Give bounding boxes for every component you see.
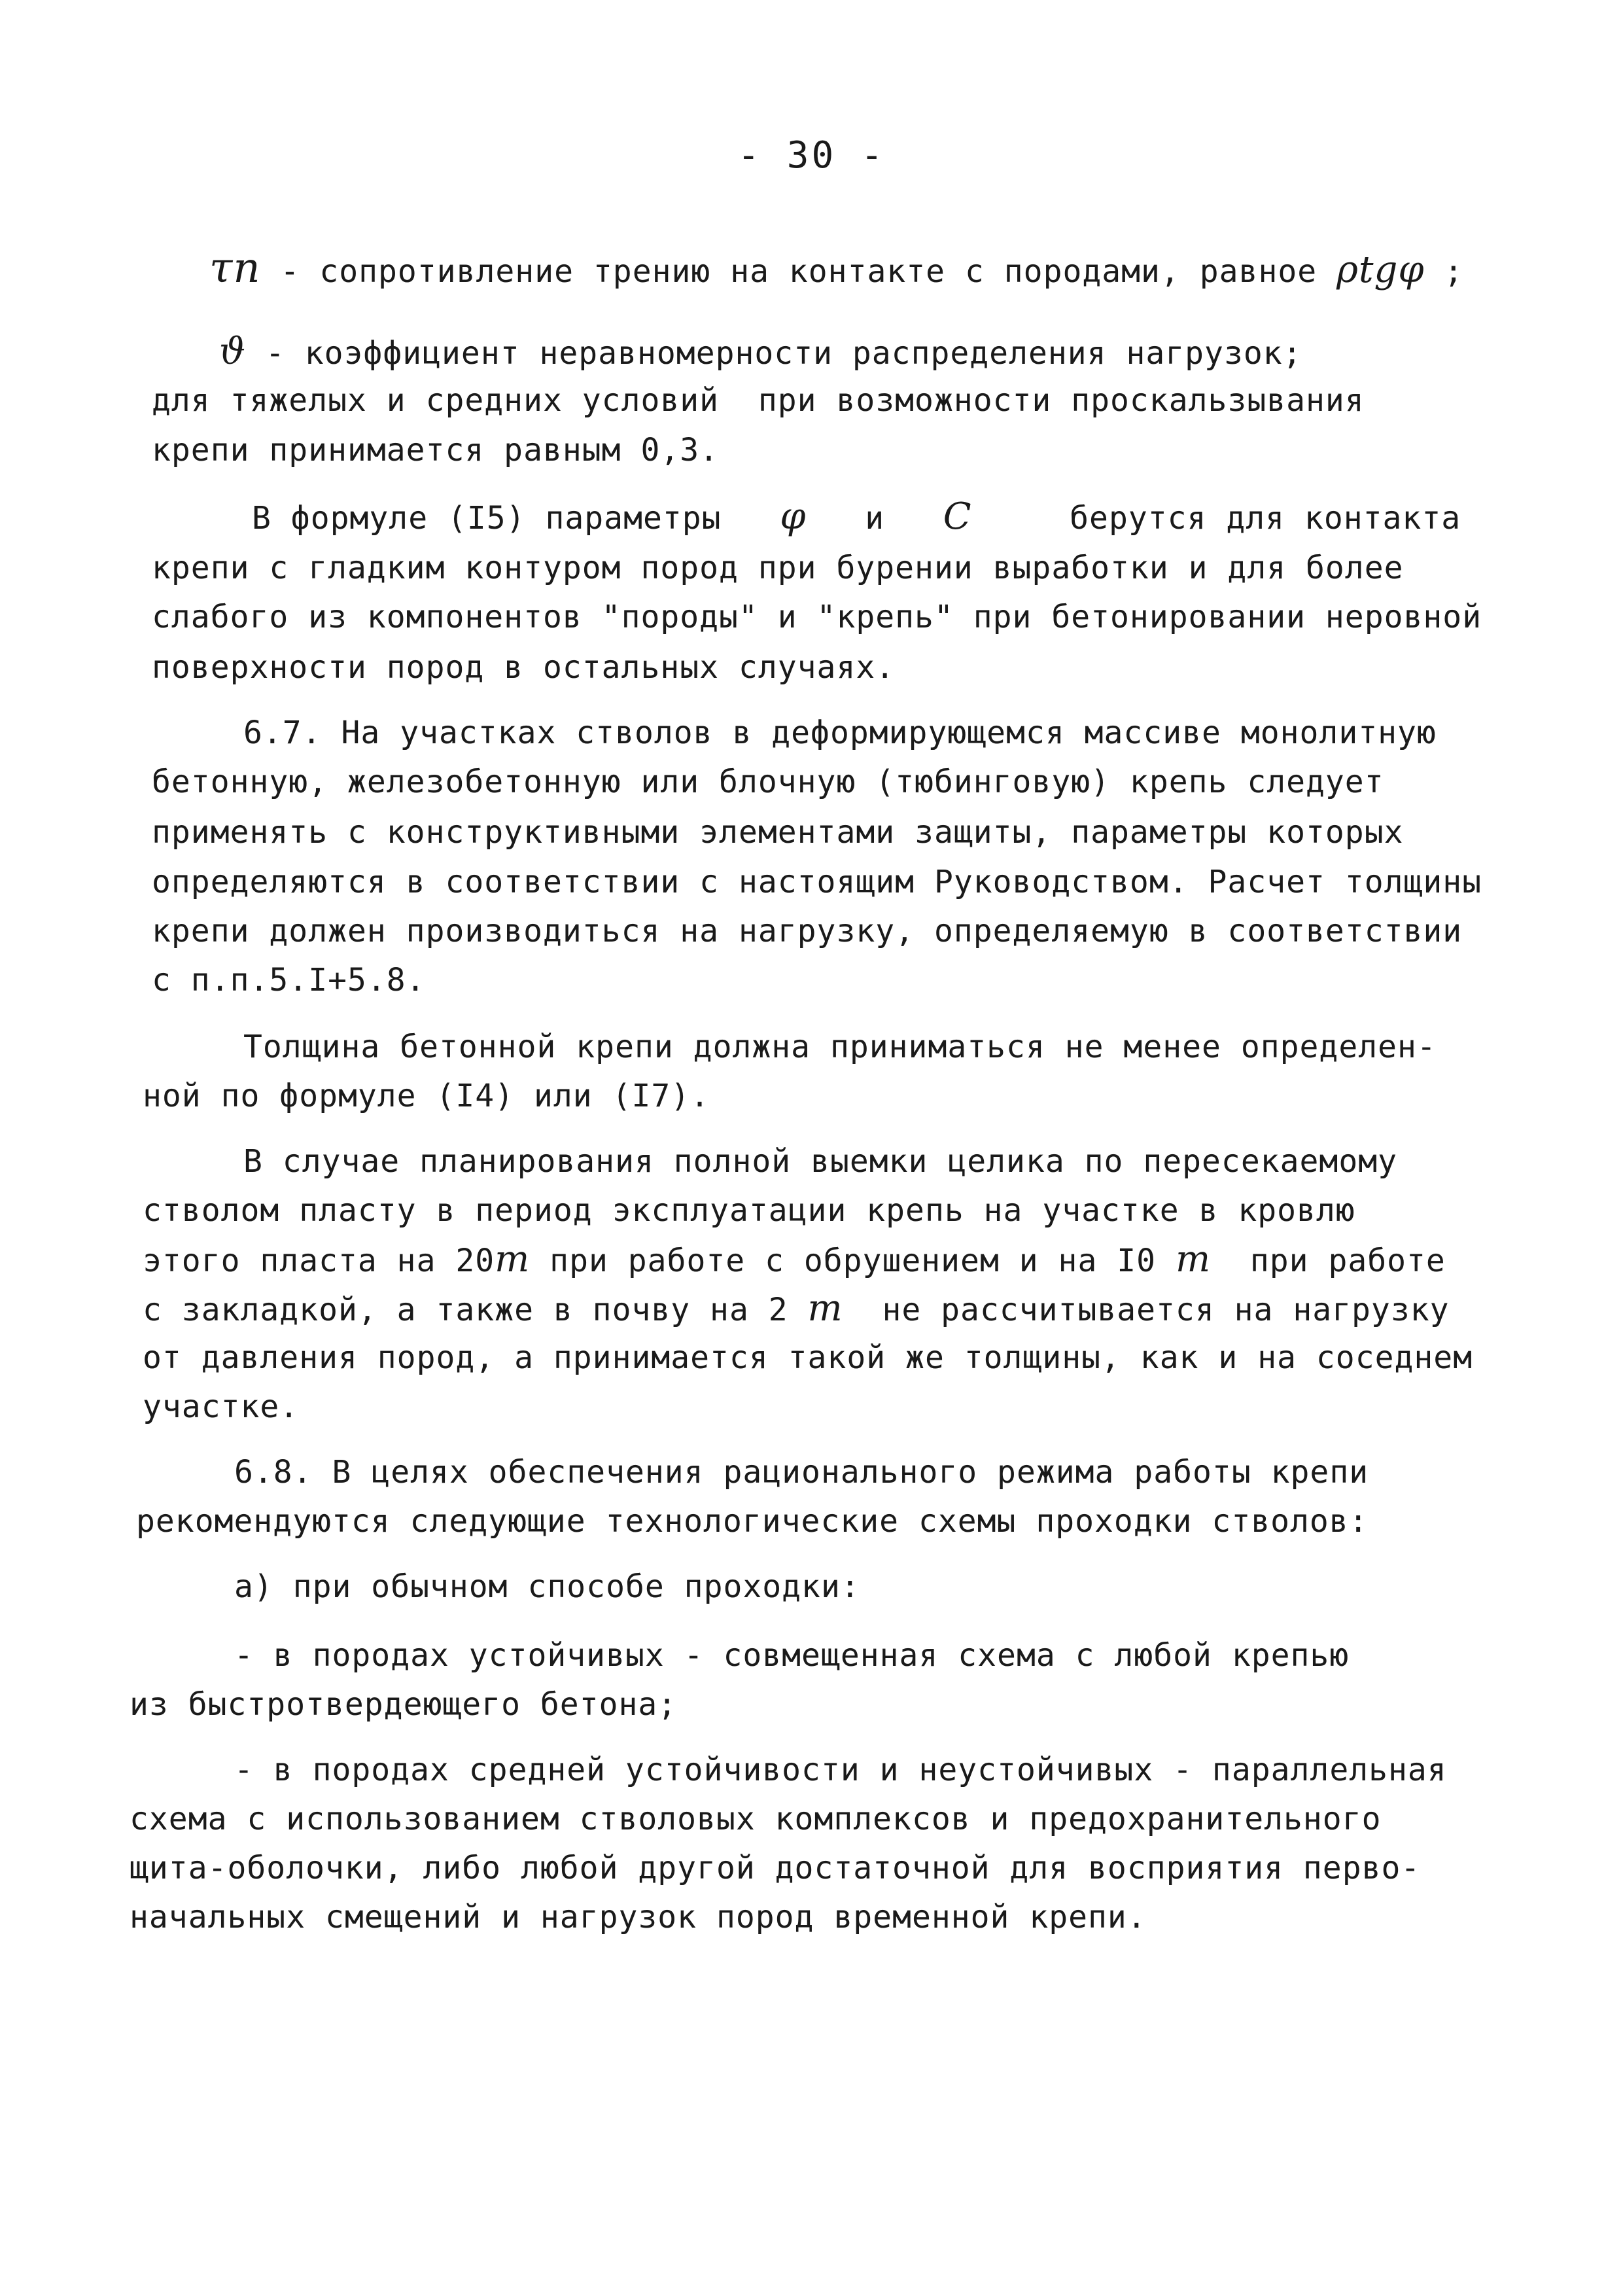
rho-tg-phi-symbol: ρtgφ: [1336, 249, 1425, 291]
text-segment: В формуле (I5) параметры: [252, 500, 722, 537]
section-6-8-heading-line: 6.8. В целях обеспечения рационального режима работы крепи: [234, 1454, 1369, 1491]
paragraph-units-line-2: [143, 1289, 1450, 1330]
text-line: схема с использованием стволовых комплексов и предохранительного: [130, 1801, 1382, 1837]
tau-n-symbol: τn: [209, 244, 261, 292]
definition-tau-n-end: ;: [1424, 253, 1464, 290]
m-symbol: m: [495, 1238, 531, 1280]
text-line: бетонную, железобетонную или блочную (тюбинговую) крепь следует: [152, 764, 1384, 800]
text-segment: с закладкой, а также в почву на 2: [143, 1292, 808, 1328]
list-item: - в породах средней устойчивости и неустойчивых - параллельная: [234, 1752, 1447, 1788]
list-item: - в породах устойчивых - совмещенная схема с любой крепью: [234, 1637, 1350, 1674]
text-line: из быстротвердеющего бетона;: [130, 1686, 678, 1723]
text-line: поверхности пород в остальных случаях.: [152, 649, 896, 686]
text-line: Толщина бетонной крепи должна приниматься не менее определен-: [243, 1029, 1437, 1065]
text-line: участке.: [143, 1388, 300, 1425]
paragraph-formula-params: [252, 497, 1461, 538]
definition-tau-n-text: - сопротивление трению на контакте с породами, равное: [260, 253, 1318, 290]
text-line: В случае планирования полной выемки целика по пересекаемому: [243, 1143, 1398, 1180]
definition-tau-n: [209, 244, 1464, 292]
text-line: начальных смещений и нагрузок пород временной крепи.: [130, 1899, 1147, 1935]
c-symbol: C: [943, 495, 972, 538]
text-line: слабого из компонентов "породы" и "крепь" при бетонировании неровной: [152, 599, 1482, 635]
text-segment: этого пласта на 20: [143, 1243, 495, 1279]
text-line: крепи должен производиться на нагрузку, определяемую в соответствии: [152, 913, 1463, 949]
text-line: рекомендуются следующие технологические схемы проходки стволов:: [136, 1503, 1369, 1540]
paragraph-units-line-1: [143, 1240, 1446, 1280]
text-line: от давления пород, а принимается такой же толщины, как и на соседнем: [143, 1339, 1473, 1376]
text-line: ной по формуле (I4) или (I7).: [143, 1078, 710, 1114]
text-line: крепи с гладким контуром пород при бурении выработки и для более: [152, 550, 1404, 586]
text-line: определяются в соответствии с настоящим Руководством. Расчет толщины: [152, 864, 1482, 900]
text-line: щита-оболочки, либо любой другой достаточной для восприятия перво-: [130, 1850, 1421, 1886]
text-line: стволом пласту в период эксплуатации крепь на участке в кровлю: [143, 1192, 1355, 1229]
text-segment: при работе с обрушением и на I0: [530, 1243, 1176, 1279]
section-6-7-heading-line: 6.7. На участках стволов в деформирующемся массиве монолитную: [243, 715, 1437, 751]
m-symbol: m: [807, 1287, 843, 1330]
text-line: применять с конструктивными элементами защиты, параметры которых: [152, 814, 1404, 851]
text-segment: и: [865, 500, 885, 537]
text-segment: берутся для контакта: [1070, 500, 1461, 537]
text-line: крепи принимается равным 0,3.: [152, 432, 720, 468]
definition-theta-text: - коэффициент неравномерности распределения нагрузок;: [246, 335, 1302, 372]
phi-symbol: φ: [780, 495, 807, 538]
text-segment: не рассчитывается на нагрузку: [843, 1292, 1450, 1328]
page-number: - 30 -: [737, 134, 886, 177]
text-line: с п.п.5.I+5.8.: [152, 962, 426, 998]
theta-symbol: ϑ: [219, 330, 247, 373]
list-subheading: а) при обычном способе проходки:: [234, 1568, 860, 1605]
text-segment: при работе: [1211, 1243, 1446, 1279]
text-line: для тяжелых и средних условий при возможности проскальзывания: [152, 382, 1365, 419]
definition-theta: [219, 332, 1302, 373]
m-symbol: m: [1175, 1238, 1212, 1280]
